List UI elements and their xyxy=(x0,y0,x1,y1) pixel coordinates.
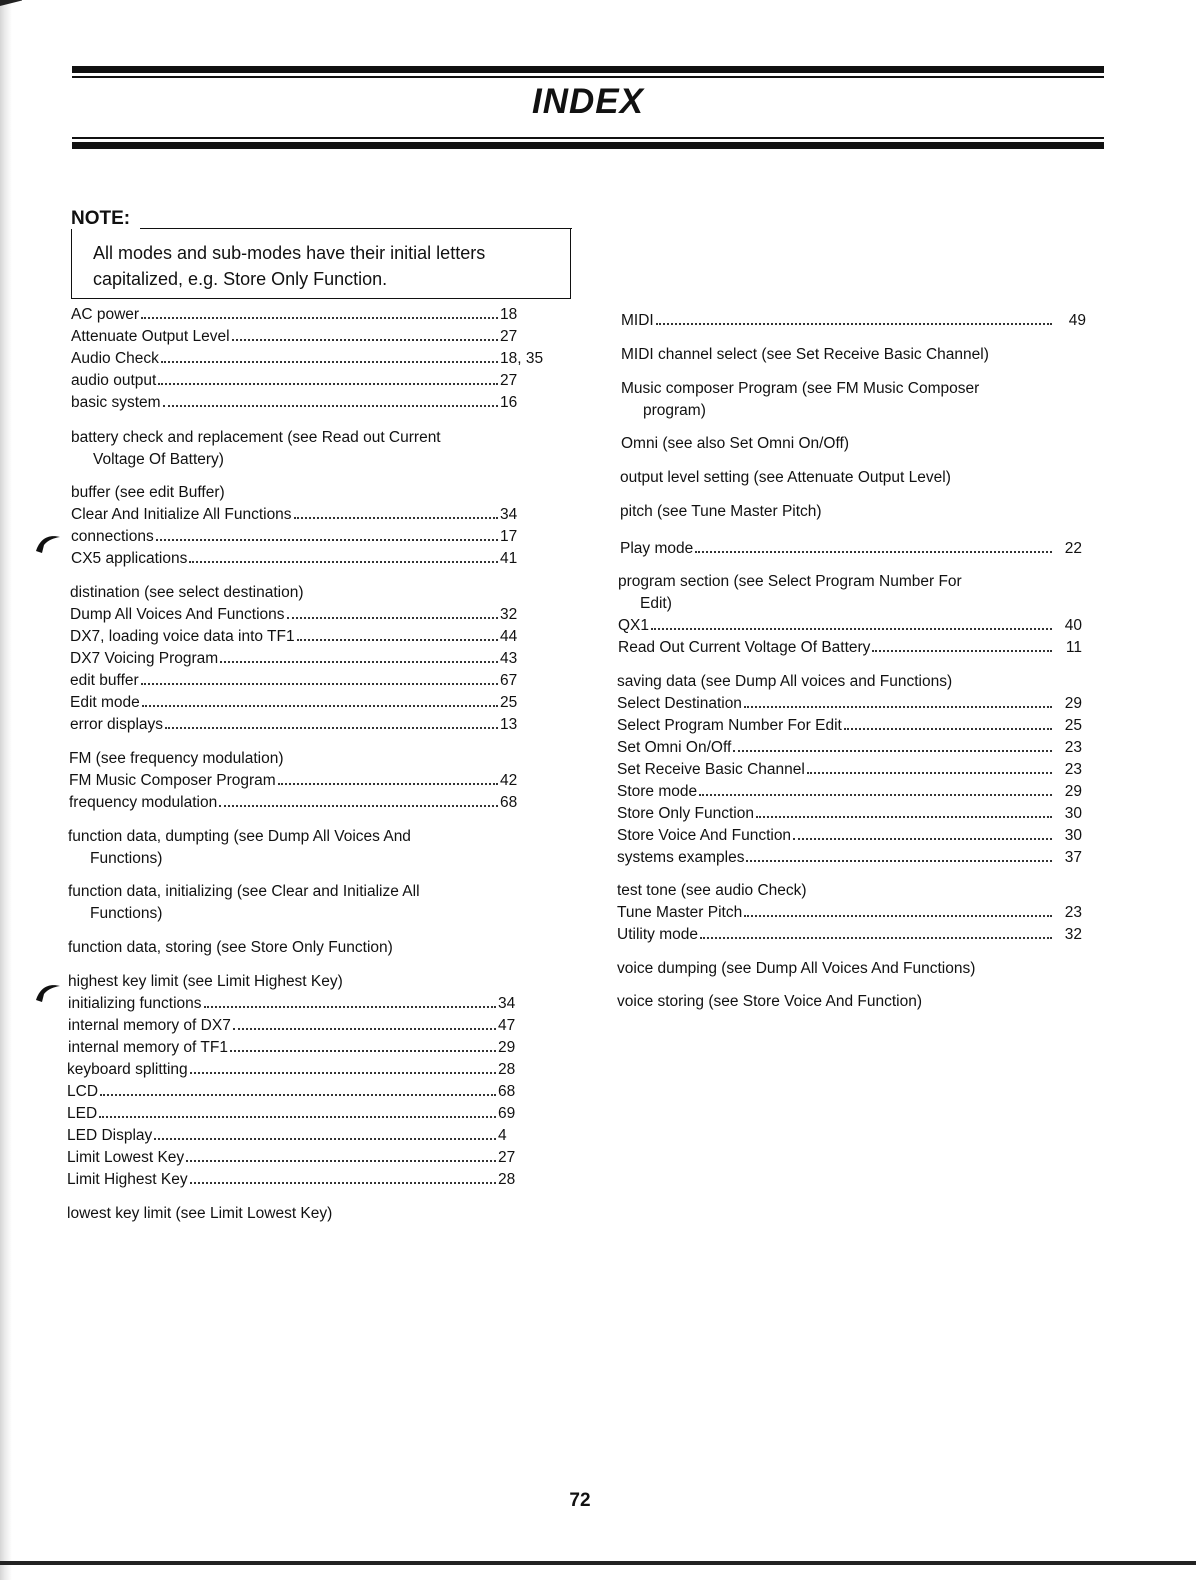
page-number: 72 xyxy=(569,1490,591,1511)
index-entry-see: function data, storing (see Store Only Function) xyxy=(68,939,393,956)
index-entry: Store mode 29 xyxy=(617,783,1082,800)
index-entry: error displays 13 xyxy=(70,716,518,733)
index-entry: Attenuate Output Level 27 xyxy=(71,328,518,345)
bookmark-mark-icon xyxy=(34,980,64,1004)
index-entry-see: program section (see Select Program Number For Edit) xyxy=(618,573,962,612)
index-entry: Play mode 22 xyxy=(620,540,1082,557)
note-text-line1: All modes and sub-modes have their initial letters xyxy=(93,243,486,263)
index-entry: AC power 18 xyxy=(71,306,518,323)
index-entry-see: buffer (see edit Buffer) xyxy=(71,484,225,501)
index-entry: Select Destination 29 xyxy=(617,695,1082,712)
index-entry-see: test tone (see audio Check) xyxy=(617,882,807,899)
index-entry: Limit Highest Key 28 xyxy=(67,1171,516,1188)
index-entry: edit buffer 67 xyxy=(70,672,518,689)
index-entry: Set Omni On/Off 23 xyxy=(617,739,1082,756)
index-entry: keyboard splitting 28 xyxy=(67,1061,516,1078)
index-entry: DX7, loading voice data into TF1 44 xyxy=(70,628,518,645)
index-entry: MIDI 49 xyxy=(621,312,1086,329)
bottom-edge-rule xyxy=(0,1561,1196,1565)
index-entry-see: FM (see frequency modulation) xyxy=(69,750,284,767)
index-entry-see: voice dumping (see Dump All Voices And Functions) xyxy=(617,960,976,977)
index-entry-see: voice storing (see Store Voice And Function) xyxy=(617,993,922,1010)
index-entry-see: saving data (see Dump All voices and Functions) xyxy=(617,673,953,690)
index-entry: Read Out Current Voltage Of Battery 11 xyxy=(618,639,1082,656)
index-entry: CX5 applications 41 xyxy=(71,550,518,567)
index-entry: initializing functions 34 xyxy=(68,995,516,1012)
header-rule-top-thin xyxy=(72,76,1104,78)
index-entry: basic system 16 xyxy=(71,394,518,411)
index-entry: Select Program Number For Edit 25 xyxy=(617,717,1082,734)
index-entry-see: Music composer Program (see FM Music Composer program) xyxy=(621,380,980,419)
index-entry: frequency modulation 68 xyxy=(69,794,518,811)
index-entry: Store Only Function 30 xyxy=(617,805,1082,822)
index-entry-see: MIDI channel select (see Set Receive Basic Channel) xyxy=(621,346,989,363)
index-entry: connections 17 xyxy=(71,528,518,545)
index-entry: Tune Master Pitch 23 xyxy=(617,904,1082,921)
index-entry: Edit mode 25 xyxy=(70,694,518,711)
index-entry: LED 69 xyxy=(67,1105,516,1122)
index-entry: FM Music Composer Program 42 xyxy=(69,772,518,789)
scan-edge-shadow xyxy=(0,0,12,1580)
index-entry: Clear And Initialize All Functions 34 xyxy=(71,506,518,523)
index-entry: LCD 68 xyxy=(67,1083,516,1100)
index-entry: LED Display 4 xyxy=(67,1127,507,1144)
header-rule-bottom-thin xyxy=(72,137,1104,139)
index-entry: Store Voice And Function 30 xyxy=(617,827,1082,844)
index-entry-see: highest key limit (see Limit Highest Key) xyxy=(68,973,343,990)
note-text xyxy=(93,240,563,292)
header-rule-top-thick xyxy=(72,66,1104,73)
index-entry: internal memory of TF1 29 xyxy=(68,1039,516,1056)
page-title: INDEX xyxy=(532,82,644,121)
note-text-line2: capitalized, e.g. Store Only Function. xyxy=(93,269,388,289)
index-entry: Dump All Voices And Functions 32 xyxy=(70,606,518,623)
index-entry-see: pitch (see Tune Master Pitch) xyxy=(620,503,822,520)
index-entry: Set Receive Basic Channel 23 xyxy=(617,761,1082,778)
index-entry-see: lowest key limit (see Limit Lowest Key) xyxy=(67,1205,333,1222)
index-entry: Utility mode 32 xyxy=(617,926,1082,943)
header-rule-bottom-thick xyxy=(72,142,1104,149)
index-entry-see: battery check and replacement (see Read out Current Voltage Of Battery) xyxy=(71,429,441,468)
index-entry: DX7 Voicing Program 43 xyxy=(70,650,518,667)
index-entry-see: distination (see select destination) xyxy=(70,584,304,601)
index-entry: systems examples 37 xyxy=(617,849,1082,866)
index-entry-see: function data, initializing (see Clear and Initialize All Functions) xyxy=(68,883,420,922)
index-entry: QX1 40 xyxy=(618,617,1082,634)
index-entry-see: function data, dumpting (see Dump All Voices And Functions) xyxy=(68,828,411,867)
index-entry-see: Omni (see also Set Omni On/Off) xyxy=(621,435,849,452)
index-entry: Audio Check 18, 35 xyxy=(71,350,544,367)
bookmark-mark-icon xyxy=(34,531,64,555)
note-label: NOTE: xyxy=(71,208,131,229)
index-entry: Limit Lowest Key 27 xyxy=(67,1149,516,1166)
index-entry: audio output 27 xyxy=(71,372,518,389)
index-entry-see: output level setting (see Attenuate Output Level) xyxy=(620,469,951,486)
index-entry: internal memory of DX7 47 xyxy=(68,1017,516,1034)
